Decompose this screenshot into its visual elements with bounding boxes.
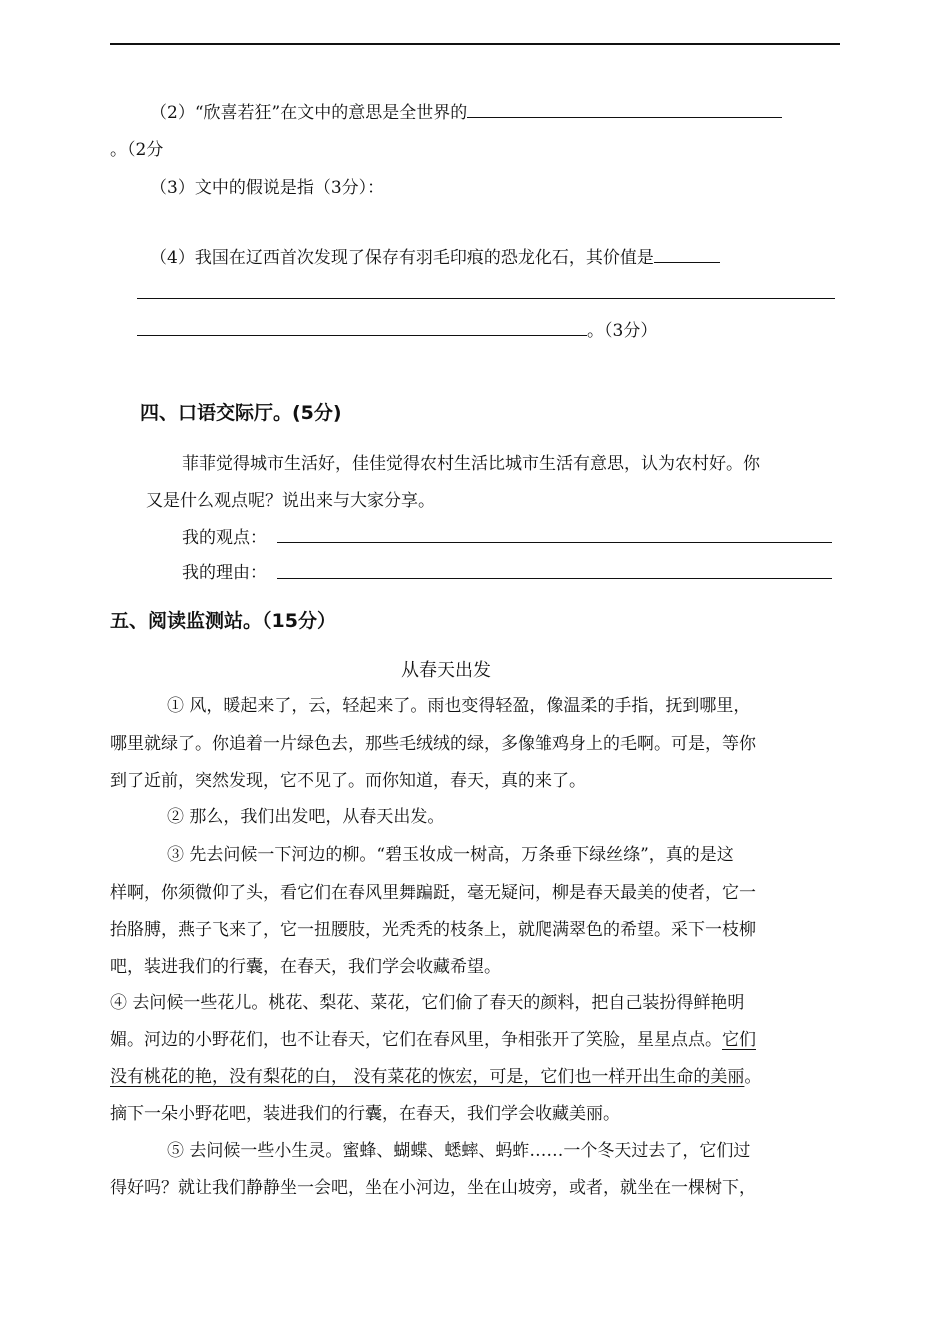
question-4-text: （4）我国在辽西首次发现了保存有羽毛印痕的恐龙化石，其价值是 bbox=[150, 248, 654, 268]
article-line: ④ 去问候一些花儿。桃花、梨花、菜花，它们偷了春天的颜料，把自己装扮得鲜艳明 bbox=[110, 993, 745, 1013]
section-5-heading: 五、阅读监测站。（15分） bbox=[110, 610, 336, 632]
answer-blank-4a[interactable] bbox=[654, 246, 720, 263]
reason-row bbox=[182, 562, 267, 584]
section-4-heading: 四、口语交际厅。(5分) bbox=[140, 402, 342, 424]
section-4-para-line2: 又是什么观点呢？说出来与大家分享。 bbox=[146, 491, 435, 511]
viewpoint-row bbox=[182, 527, 267, 549]
viewpoint-label: 我的观点： bbox=[182, 528, 267, 548]
article-line bbox=[110, 1029, 756, 1051]
article-line: 哪里就绿了。你追着一片绿色去，那些毛绒绒的绿，多像雏鸡身上的毛啊。可是，等你 bbox=[110, 734, 756, 754]
article-title: 从春天出发 bbox=[401, 660, 491, 681]
article-line: 抬胳膊，燕子飞来了，它一扭腰肢，光秃秃的枝条上，就爬满翠色的希望。采下一枝柳 bbox=[110, 920, 756, 940]
question-3: （3）文中的假说是指（3分）： bbox=[150, 178, 385, 198]
article-line bbox=[110, 1066, 761, 1088]
article-line: ② 那么，我们出发吧，从春天出发。 bbox=[167, 807, 445, 827]
answer-blank-2[interactable] bbox=[467, 101, 782, 118]
question-4-tail-line bbox=[137, 319, 657, 342]
reason-label: 我的理由： bbox=[182, 563, 267, 583]
question-4 bbox=[150, 246, 720, 269]
article-line: ③ 先去问候一下河边的柳。“碧玉妆成一树高，万条垂下绿丝绦”，真的是这 bbox=[167, 845, 734, 865]
article-line: ⑤ 去问候一些小生灵。蜜蜂、蝴蝶、蟋蟀、蚂蚱……一个冬天过去了，它们过 bbox=[167, 1141, 751, 1161]
section-4-para-line1: 菲菲觉得城市生活好，佳佳觉得农村生活比城市生活有意思，认为农村好。你 bbox=[182, 454, 760, 474]
viewpoint-answer-line[interactable] bbox=[277, 542, 832, 543]
question-2-tail: 。（2分 bbox=[110, 140, 164, 160]
header-rule bbox=[110, 43, 840, 45]
reason-answer-line[interactable] bbox=[277, 578, 832, 579]
article-line: 到了近前，突然发现，它不见了。而你知道，春天，真的来了。 bbox=[110, 771, 586, 791]
underlined-sentence-tail: 。 bbox=[744, 1067, 762, 1087]
underlined-sentence-start: 它们 bbox=[722, 1030, 756, 1050]
article-line: ① 风，暖起来了，云，轻起来了。雨也变得轻盈，像温柔的手指，抚到哪里， bbox=[167, 696, 751, 716]
answer-line-4b[interactable] bbox=[137, 298, 835, 299]
article-line: 得好吗？就让我们静静坐一会吧，坐在小河边，坐在山坡旁，或者，就坐在一棵树下， bbox=[110, 1178, 756, 1198]
question-4-tail: 。（3分） bbox=[587, 321, 658, 341]
article-line: 吧，装进我们的行囊，在春天，我们学会收藏希望。 bbox=[110, 957, 501, 977]
question-2-text: （2）“欣喜若狂”在文中的意思是全世界的 bbox=[150, 103, 468, 123]
article-line: 样啊，你须微仰了头，看它们在春风里舞蹁跹，毫无疑问，柳是春天最美的使者，它一 bbox=[110, 883, 756, 903]
article-line: 摘下一朵小野花吧，装进我们的行囊，在春天，我们学会收藏美丽。 bbox=[110, 1104, 620, 1124]
underlined-sentence: 没有桃花的艳，没有梨花的白， 没有菜花的恢宏，可是，它们也一样开出生命的美丽 bbox=[110, 1067, 745, 1087]
article-line-text: 媚。河边的小野花们，也不让春天，它们在春风里，争相张开了笑脸，星星点点。 bbox=[110, 1030, 722, 1050]
answer-blank-4c[interactable] bbox=[137, 319, 587, 336]
question-2 bbox=[150, 101, 782, 124]
